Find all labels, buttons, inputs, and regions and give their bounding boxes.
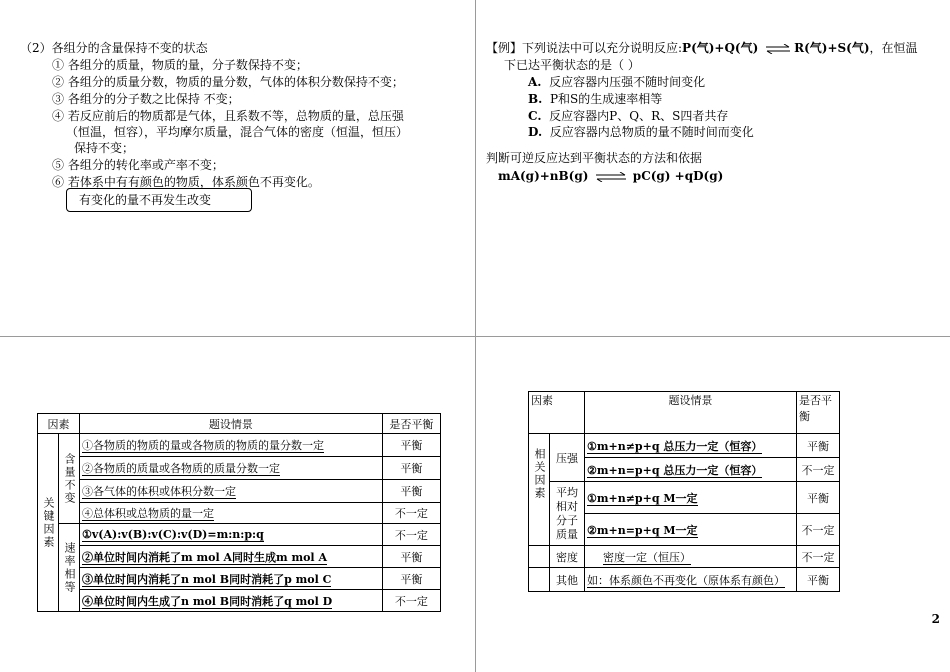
slide-panel-1: [0, 0, 476, 337]
table-row: ①v(A):v(B):v(C):v(D)=m:n:p:q: [82, 528, 264, 541]
header-scenario: 题设情景: [585, 392, 797, 434]
sub-label-other: 其他: [550, 568, 585, 592]
table-row: ③各气体的体积或体积分数一定: [82, 485, 236, 498]
header-factor: 因素: [38, 414, 80, 434]
table-result: 不一定: [797, 514, 840, 546]
table-row: ②m+n=p+q M一定: [587, 523, 698, 537]
table-row: ④总体积或总物质的量一定: [82, 507, 214, 520]
section-heading: （2）各组分的含量保持不变的状态: [20, 41, 208, 55]
header-factor: 因素: [529, 392, 585, 434]
general-left: mA(g)+nB(g): [498, 169, 589, 183]
slide-panel-4: [475, 336, 950, 672]
table-result: 平衡: [797, 434, 840, 458]
related-factors-table: [528, 391, 840, 592]
table-result: 不一定: [382, 524, 440, 546]
list-item: ⑥ 若体系中有有颜色的物质，体系颜色不再变化。: [52, 175, 320, 189]
table-row: 密度一定（恒压）: [603, 550, 691, 564]
sub-label-content: 含量不变: [63, 452, 76, 505]
slide-panel-3: [0, 336, 476, 672]
table-result: 不一定: [382, 503, 440, 524]
option-c: C. 反应容器内P、Q、R、S四者共存: [528, 109, 729, 123]
option-a: A. 反应容器内压强不随时间变化: [528, 75, 706, 89]
list-item: ① 各组分的质量，物质的量，分子数保持不变；: [52, 58, 308, 72]
table-result: 不一定: [382, 590, 440, 612]
list-item: ⑤ 各组分的转化率或产率不变；: [52, 158, 224, 172]
table-result: 平衡: [382, 457, 440, 480]
table-row: ①m+n≠p+q M一定: [587, 491, 698, 505]
sub-label-density: 密度: [550, 546, 585, 568]
group-label: 关键因素: [42, 496, 55, 549]
general-right: pC(g) +qD(g): [632, 169, 724, 183]
equilibrium-arrow-icon: [765, 44, 791, 54]
table-result: 平衡: [382, 480, 440, 503]
list-item: ③ 各组分的分子数之比保持 不变；: [52, 92, 240, 106]
table-result: 平衡: [382, 434, 440, 457]
example-line-2: 下已达平衡状态的是（ ）: [504, 58, 640, 72]
list-item: ② 各组分的质量分数，物质的量分数，气体的体积分数保持不变；: [52, 75, 404, 89]
table-row: ②m+n=p+q 总压力一定（恒容）: [587, 463, 763, 477]
sub-label-rate: 速率相等: [63, 541, 76, 594]
option-d: D. 反应容器内总物质的量不随时间而变化: [528, 125, 754, 139]
example-prefix: 【例】下列说法中可以充分说明反应:: [486, 41, 683, 55]
table-row: 如：体系颜色不再变化（原体系有颜色）: [587, 573, 785, 587]
key-factors-table: [37, 413, 441, 612]
sub-label-pressure: 压强: [550, 434, 585, 482]
option-b: B. P和S的生成速率相等: [528, 92, 663, 106]
header-scenario: 题设情景: [80, 414, 383, 434]
general-reaction: [498, 168, 723, 184]
slide-panel-2: [475, 0, 950, 337]
summary-box: 有变化的量不再发生改变: [66, 188, 252, 212]
table-row: ③单位时间内消耗了n mol B同时消耗了p mol C: [82, 572, 332, 586]
table-result: 不一定: [797, 546, 840, 568]
page-number: 2: [931, 612, 940, 626]
table-row: ②单位时间内消耗了m mol A同时生成m mol A: [82, 550, 327, 564]
table-row: ①各物质的物质的量或各物质的物质的量分数一定: [82, 439, 324, 452]
table-result: 平衡: [382, 546, 440, 568]
list-item: 保持不变；: [74, 141, 135, 155]
reaction-right: R(气)+S(气): [794, 41, 870, 55]
list-item: ④ 若反应前后的物质都是气体，且系数不等，总物质的量，总压强: [52, 109, 404, 123]
example-suffix: ，在恒温: [869, 41, 918, 55]
sub-label-molar-mass: 平均相对分子质量: [550, 482, 585, 546]
reaction-left: P(气)+Q(气): [682, 41, 759, 55]
equilibrium-arrow-icon: [595, 172, 627, 182]
table-row: ②各物质的质量或各物质的质量分数一定: [82, 462, 280, 475]
table-result: 平衡: [797, 482, 840, 514]
table-row: ①m+n≠p+q 总压力一定（恒容）: [587, 439, 763, 453]
table-result: 不一定: [797, 458, 840, 482]
header-equilibrium: 是否平衡: [797, 392, 840, 434]
group-label: 相关因素: [533, 448, 546, 500]
header-equilibrium: 是否平衡: [382, 414, 440, 434]
table-result: 平衡: [797, 568, 840, 592]
example-line: [486, 40, 918, 56]
table-row: ④单位时间内生成了n mol B同时消耗了q mol D: [82, 594, 333, 608]
method-title: 判断可逆反应达到平衡状态的方法和依据: [486, 151, 703, 165]
table-result: 平衡: [382, 568, 440, 590]
list-item: （恒温，恒容），平均摩尔质量，混合气体的密度（恒温，恒压）: [66, 125, 409, 139]
